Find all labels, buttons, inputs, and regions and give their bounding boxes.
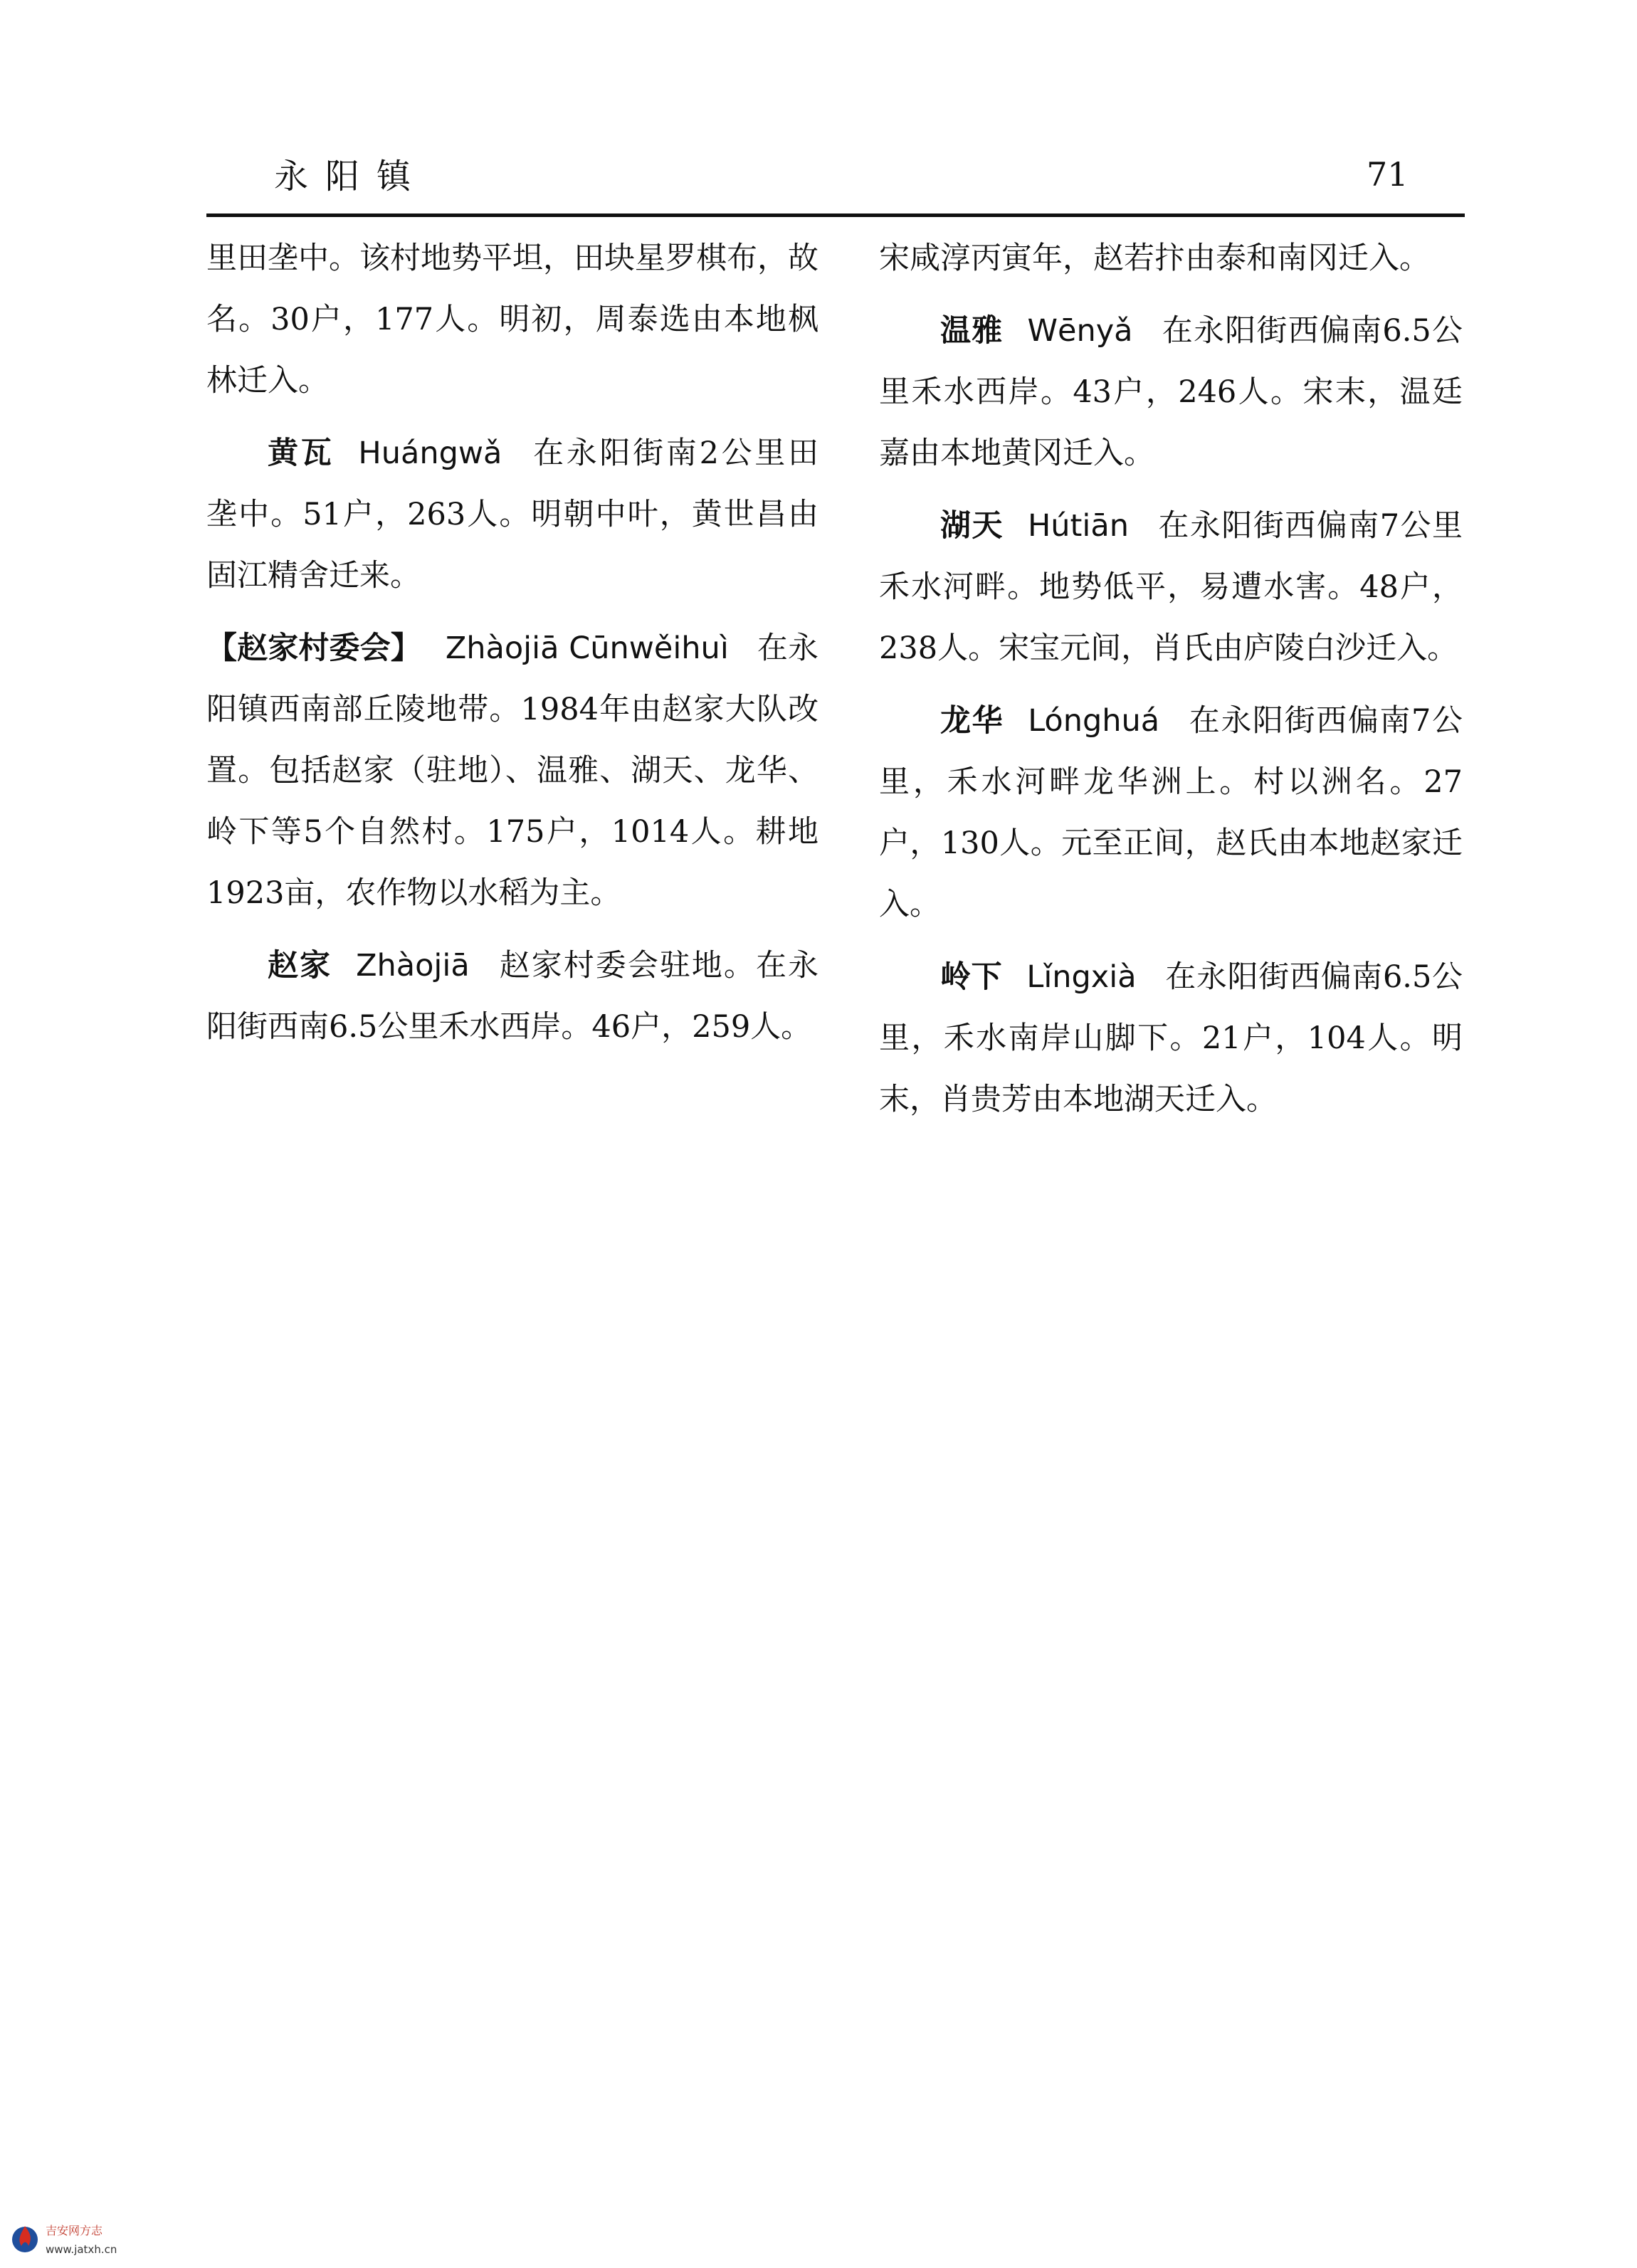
entry-text: 在永阳街南2公里田垄中。51户，263人。明朝中叶，黄世昌由固江精舍迁来。	[206, 436, 819, 594]
entry-pinyin: Lǐngxià	[1026, 959, 1137, 995]
header-rule	[206, 213, 1465, 217]
watermark-url: www.jatxh.cn	[46, 2243, 117, 2256]
section-heading: 【赵家村委会】	[206, 631, 421, 666]
entry-pinyin: Hútiān	[1027, 508, 1129, 544]
entry-longhua	[879, 690, 1463, 935]
entry-wenya	[879, 300, 1463, 484]
entry-lingxia	[879, 946, 1463, 1130]
watermark-name: 吉安网方志	[46, 2224, 103, 2237]
fire-emblem-icon	[9, 2222, 41, 2254]
entry-heading: 黄瓦	[268, 436, 335, 471]
entry-heading: 龙华	[940, 703, 1004, 739]
entry-text: 在永阳街西偏南7公里禾水河畔。地势低平，易遭水害。48户，238人。宋宝元间，肖氏由庐陵白沙迁入。	[879, 508, 1463, 666]
entry-pinyin: Huángwǎ	[358, 436, 502, 471]
left-column	[206, 228, 818, 1069]
running-header-title: 永阳镇	[274, 157, 428, 196]
page-number: 71	[1367, 155, 1409, 194]
right-column	[879, 228, 1463, 1141]
entry-text: 赵家村委会驻地。在永阳街西南6.5公里禾水西岸。46户，259人。	[206, 948, 818, 1045]
entry-pinyin: Zhàojiā	[356, 948, 470, 983]
entry-hutian	[879, 495, 1463, 679]
entry-text: 在永阳街西偏南7公里，禾水河畔龙华洲上。村以洲名。27户，130人。元至正间，赵氏由本地赵家迁入。	[879, 703, 1463, 922]
entry-heading: 湖天	[940, 508, 1004, 544]
entry-continuation	[879, 228, 1463, 289]
entry-text: 在永阳街西偏南6.5公里，禾水南岸山脚下。21户，104人。明末，肖贵芳由本地湖天迁入。	[879, 959, 1463, 1117]
watermark	[9, 2222, 137, 2262]
entry-text: 宋咸淳丙寅年，赵若抃由泰和南冈迁入。	[879, 241, 1430, 276]
entry-text: 在永阳街西偏南6.5公里禾水西岸。43户，246人。宋末，温廷嘉由本地黄冈迁入。	[879, 313, 1463, 471]
entry-pinyin: Wēnyǎ	[1027, 313, 1133, 349]
entry-heading: 赵家	[268, 948, 332, 983]
entry-continuation	[206, 228, 818, 411]
entry-pinyin: Zhàojiā Cūnwěihuì	[445, 631, 729, 666]
entry-pinyin: Lónghuá	[1028, 703, 1160, 739]
entry-heading: 温雅	[940, 313, 1004, 349]
entry-huangwa	[206, 423, 818, 606]
entry-zhaojia-committee	[206, 618, 818, 924]
entry-zhaojia	[206, 935, 818, 1057]
entry-text: 在永阳镇西南部丘陵地带。1984年由赵家大队改置。包括赵家（驻地）、温雅、湖天、龙华、岭下等5个自然村。175户，1014人。耕地1923亩，农作物以水稻为主。	[206, 631, 818, 911]
entry-heading: 岭下	[940, 959, 1003, 995]
entry-text: 里田垄中。该村地势平坦，田块星罗棋布，故名。30户，177人。明初，周泰选由本地枫林迁入。	[206, 241, 818, 399]
